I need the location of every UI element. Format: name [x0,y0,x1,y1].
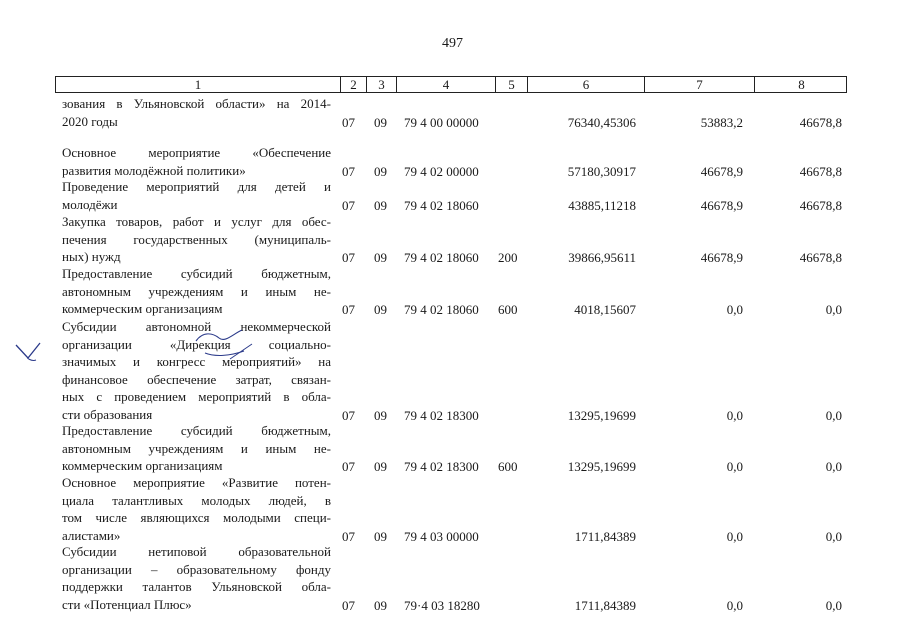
description-line: Основное мероприятие «Развитие потен- [62,475,331,490]
header-col-7: 7 [644,77,754,92]
description-line: автономным учреждениям и иным не- [62,440,331,456]
cell-col-6: 13295,19699 [567,407,636,423]
cell-col-6: 43885,11218 [568,197,636,213]
cell-col-2: 07 [342,114,355,130]
description-line: зования в Ульяновской области» на 2014- [62,96,331,111]
description-line: том числе являющихся молодыми специ- [62,510,331,525]
table-header-row [55,76,847,93]
cell-col-2: 07 [342,163,355,179]
row-description [62,213,331,266]
description-line: финансовое обеспечение затрат, связан- [62,371,331,387]
cell-col-2: 07 [342,302,355,317]
cell-col-8: 46678,8 [799,114,842,130]
header-col-5: 5 [495,77,527,92]
cell-col-5: 600 [498,459,518,474]
cell-col-8: 0,0 [825,459,842,474]
cell-col-8: 46678,8 [799,197,842,213]
description-line: молодёжи [62,196,118,212]
header-col-8: 8 [754,77,848,92]
cell-col-6: 1711,84389 [574,597,636,613]
description-line: Предоставление субсидий бюджетным, [62,266,331,281]
cell-col-2: 07 [342,407,355,423]
cell-col-5: 600 [498,302,518,317]
row-description [62,422,331,475]
cell-col-4: 79 4 00 00000 [404,114,479,130]
cell-col-7: 0,0 [726,407,743,423]
description-line: ных с проведением мероприятий в обла- [62,389,331,404]
description-line: коммерческим организациям [62,301,223,316]
cell-col-3: 09 [374,302,387,317]
cell-col-3: 09 [374,528,387,544]
cell-col-4: 79 4 02 18060 [404,302,479,317]
description-line: циала талантливых молодых людей, в [62,492,331,508]
cell-col-2: 07 [342,197,355,213]
cell-col-7: 0,0 [726,528,743,544]
cell-col-7: 0,0 [726,459,743,474]
cell-col-6: 13295,19699 [567,459,636,474]
page-number: 497 [442,36,463,51]
cell-col-7: 46678,9 [700,163,743,179]
header-col-4: 4 [396,77,495,92]
description-line: автономным учреждениям и иным не- [62,283,331,299]
row-description [62,474,331,544]
description-line: коммерческим организациям [62,458,223,473]
description-line: 2020 годы [62,113,118,129]
description-line: сти образования [62,406,153,422]
cell-col-5: 200 [498,250,518,265]
cell-col-3: 09 [374,250,387,265]
description-line: поддержки талантов Ульяновской обла- [62,579,331,594]
cell-col-4: 79 4 02 18300 [404,459,479,474]
header-col-1: 1 [194,77,202,92]
cell-col-3: 09 [374,163,387,179]
row-description [62,265,331,318]
cell-col-7: 0,0 [726,597,743,613]
cell-col-4: 79 4 02 18060 [404,197,479,213]
description-line: Субсидии автономной некоммерческой [62,319,331,334]
header-col-6: 6 [527,77,644,92]
description-line: организации – образовательному фонду [62,561,331,577]
row-description [62,318,331,423]
row-description [62,95,331,130]
cell-col-2: 07 [342,528,355,544]
row-description [62,144,331,179]
cell-col-7: 0,0 [726,302,743,317]
cell-col-7: 53883,2 [700,114,743,130]
cell-col-7: 46678,9 [700,250,743,265]
cell-col-4: 79 4 03 00000 [404,528,479,544]
cell-col-3: 09 [374,597,387,613]
cell-col-4: 79 4 02 18060 [404,250,479,265]
row-description [62,178,331,213]
cell-col-8: 0,0 [825,597,842,613]
cell-col-6: 76340,45306 [567,114,636,130]
cell-col-3: 09 [374,114,387,130]
cell-col-8: 0,0 [825,528,842,544]
cell-col-6: 1711,84389 [574,528,636,544]
cell-col-3: 09 [374,407,387,423]
cell-col-6: 4018,15607 [574,302,636,317]
cell-col-4: 79 4 02 18300 [404,407,479,423]
cell-col-3: 09 [374,197,387,213]
description-line: ных) нужд [62,249,121,264]
description-line: Основное мероприятие «Обеспечение [62,145,331,160]
description-line: Проведение мероприятий для детей и [62,179,331,194]
description-line: алистами» [62,527,121,543]
cell-col-3: 09 [374,459,387,474]
cell-col-2: 07 [342,459,355,474]
cell-col-6: 39866,95611 [568,250,636,265]
cell-col-8: 0,0 [825,407,842,423]
cell-col-4: 79·4 03 18280 [404,597,480,613]
description-line: сти «Потенциал Плюс» [62,596,192,612]
row-description [62,543,331,613]
description-line: организации «Дирекция социально- [62,336,331,352]
description-line: Закупка товаров, работ и услуг для обес- [62,214,331,229]
description-line: Субсидии нетиповой образовательной [62,544,331,559]
cell-col-2: 07 [342,597,355,613]
header-col-2: 2 [340,77,366,92]
description-line: значимых и конгресс мероприятий» на [62,354,331,369]
description-line: печения государственных (муниципаль- [62,231,331,247]
cell-col-8: 0,0 [825,302,842,317]
cell-col-4: 79 4 02 00000 [404,163,479,179]
description-line: Предоставление субсидий бюджетным, [62,423,331,438]
header-col-3: 3 [366,77,396,92]
description-line: развития молодёжной политики» [62,162,246,178]
cell-col-2: 07 [342,250,355,265]
cell-col-7: 46678,9 [700,197,743,213]
cell-col-8: 46678,8 [799,250,842,265]
cell-col-6: 57180,30917 [567,163,636,179]
cell-col-8: 46678,8 [799,163,842,179]
